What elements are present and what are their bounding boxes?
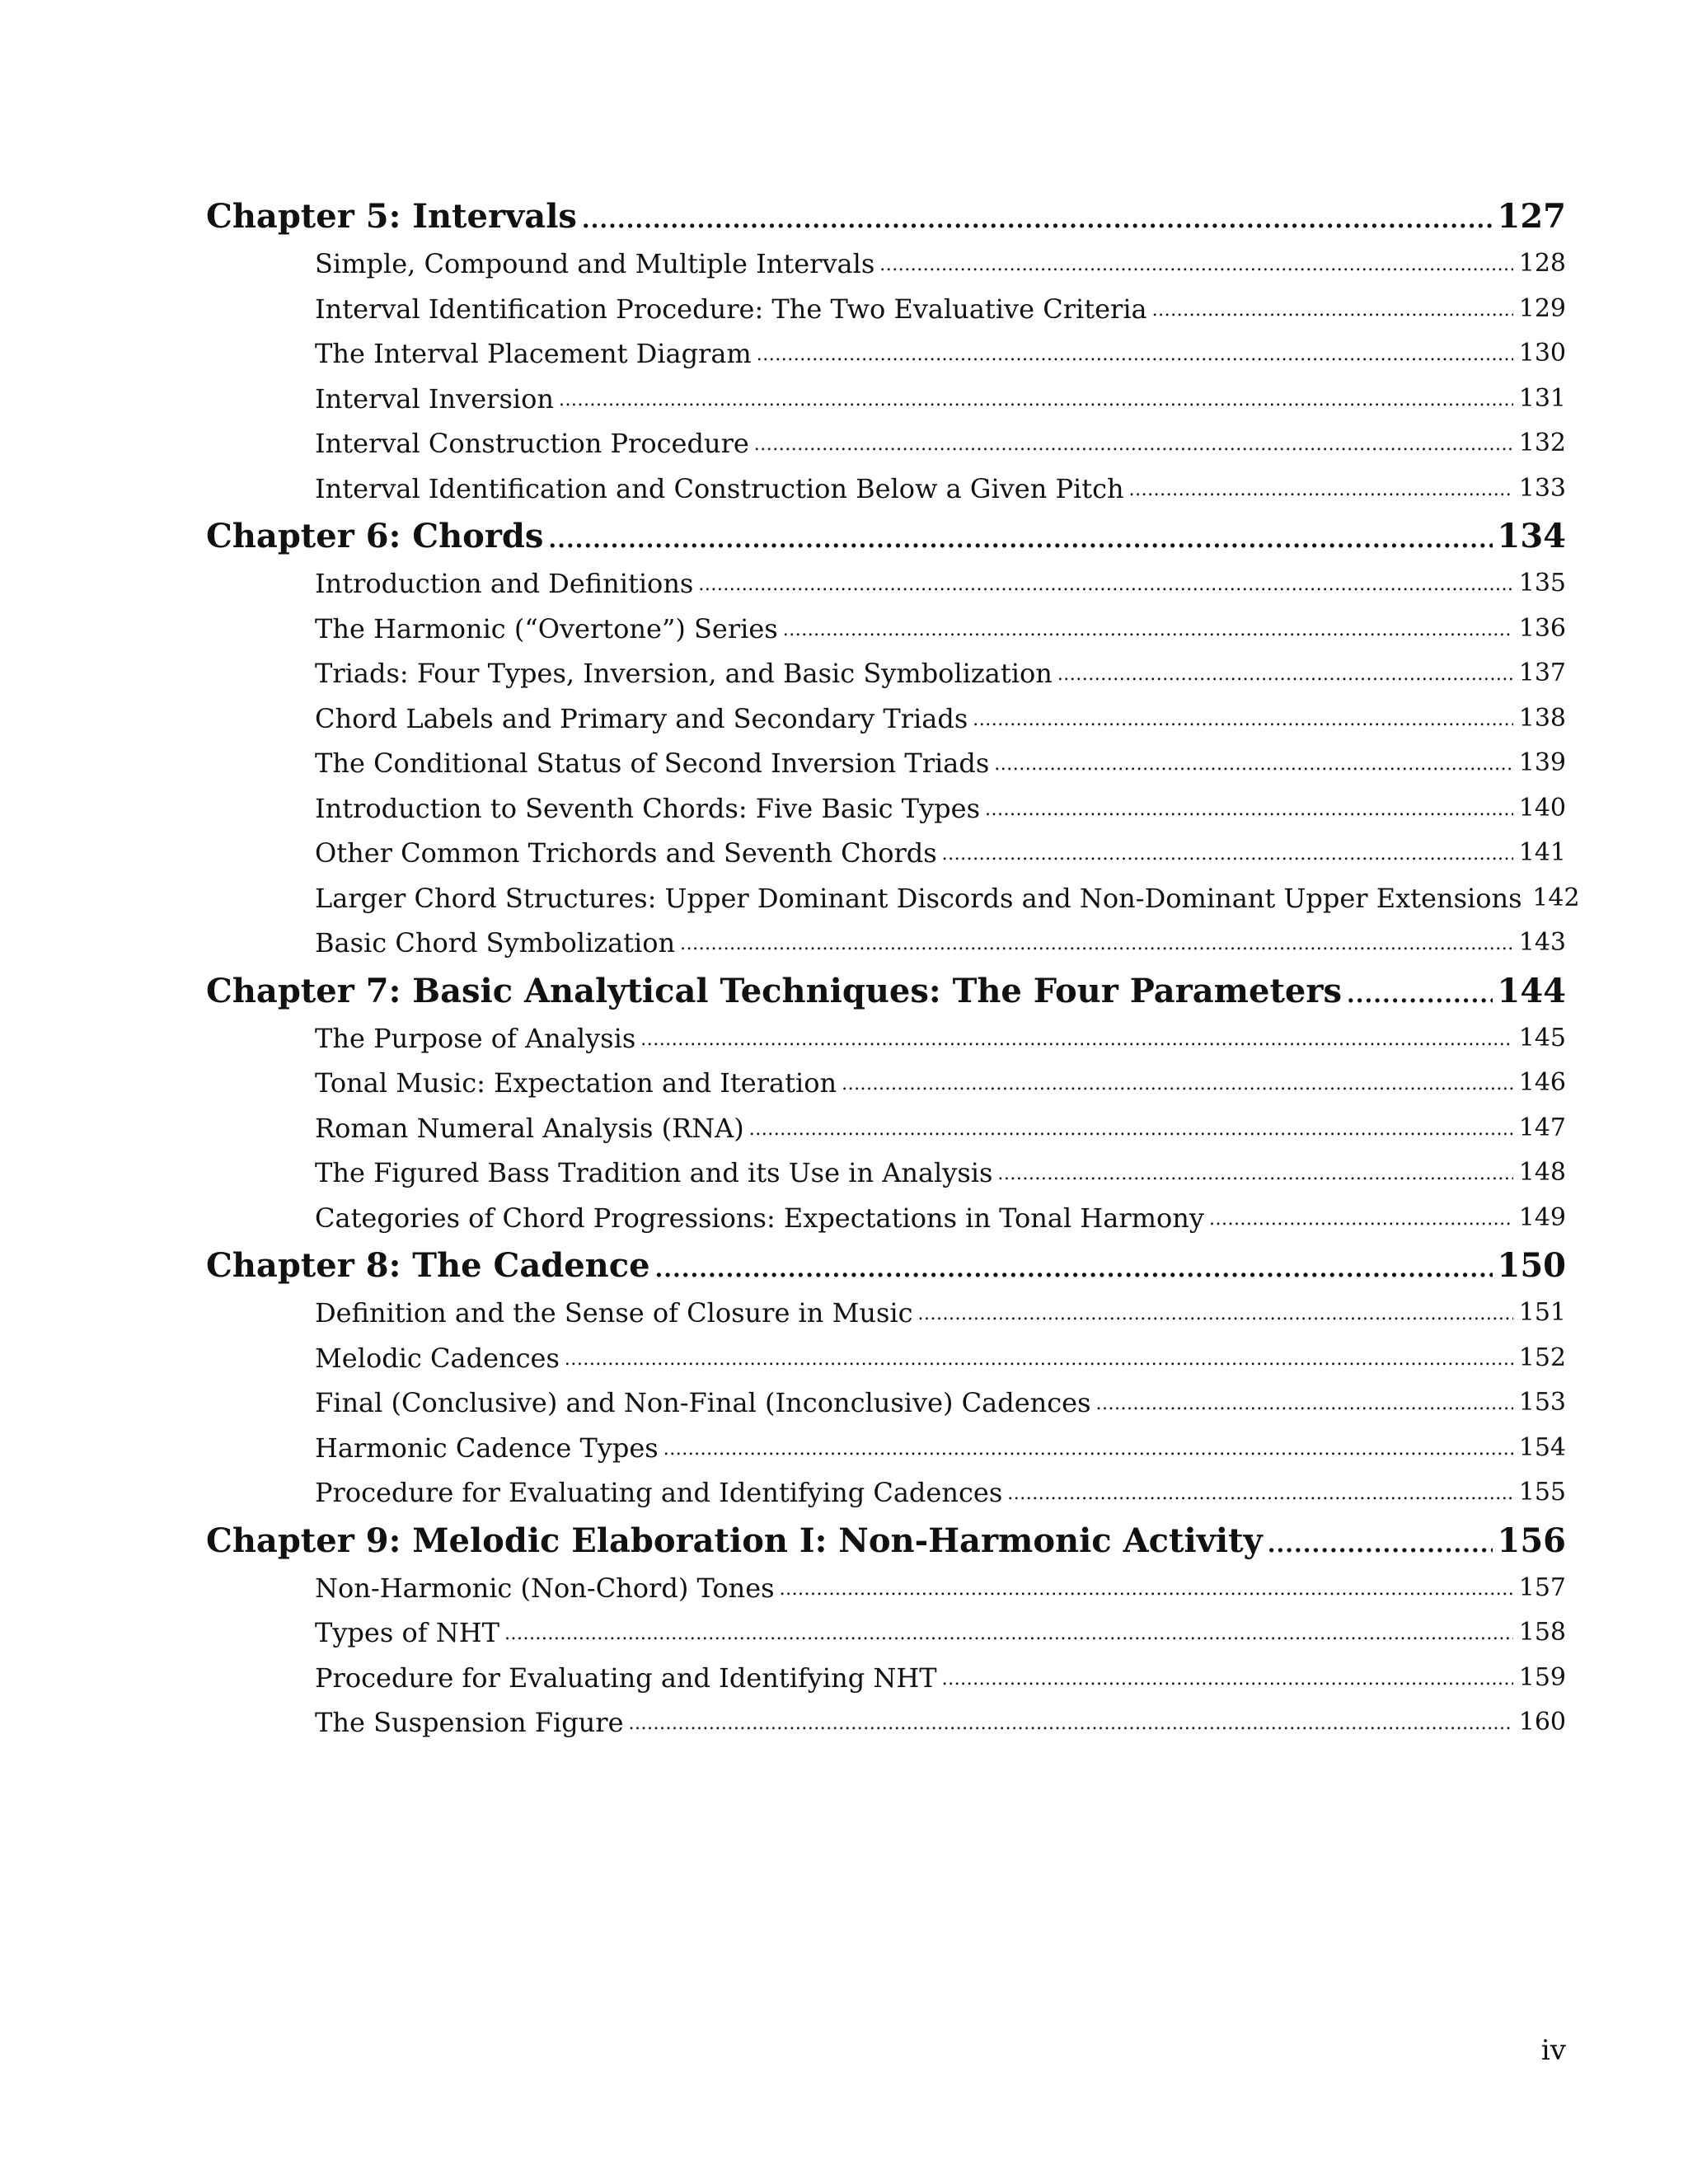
section-page-number: 149 [1518,1202,1566,1232]
section-page-number: 158 [1518,1618,1566,1647]
dot-leader [842,1061,1513,1106]
section-page-number: 143 [1518,928,1566,957]
page-number: iv [1540,2034,1566,2067]
dot-leader [754,421,1513,466]
section-title: Introduction and Definitions [315,568,694,599]
section-page-number: 157 [1518,1572,1566,1602]
dot-leader [582,191,1493,241]
section-title: The Figured Bass Tradition and its Use in Analysis [315,1157,993,1188]
toc-chapter [206,1516,1566,1746]
chapter-entry[interactable] [206,191,1566,241]
section-entry[interactable] [315,1426,1566,1471]
chapter-entry[interactable] [206,1240,1566,1291]
section-entry[interactable] [315,1336,1566,1381]
dot-leader [997,1151,1513,1196]
section-page-number: 151 [1518,1298,1566,1327]
chapter-page-number: 150 [1497,1246,1566,1285]
section-page-number: 130 [1518,339,1566,368]
dot-leader [757,331,1513,377]
dot-leader [1007,1470,1513,1516]
section-page-number: 137 [1518,658,1566,687]
section-title: Interval Construction Procedure [315,428,749,459]
dot-leader [1152,287,1513,332]
section-page-number: 153 [1518,1388,1566,1417]
section-page-number: 145 [1518,1023,1566,1052]
dot-leader [655,1240,1493,1291]
section-page-number: 139 [1518,748,1566,777]
toc-chapter [206,191,1566,511]
chapter-entry[interactable] [206,511,1566,561]
section-title: Basic Chord Symbolization [315,927,676,958]
section-entry[interactable] [315,786,1566,832]
section-entry[interactable] [315,1061,1566,1106]
dot-leader [1096,1380,1513,1426]
section-title: Chord Labels and Primary and Secondary Triads [315,702,968,734]
section-title: The Harmonic (“Overtone”) Series [315,612,778,644]
section-entry[interactable] [315,466,1566,512]
section-title: Tonal Music: Expectation and Iteration [315,1067,837,1099]
section-title: Interval Identification and Construction Below a Given Pitch [315,472,1124,504]
dot-leader [918,1291,1513,1336]
section-entry[interactable] [315,607,1566,652]
section-page-number: 142 [1532,883,1580,912]
toc-chapter [206,1240,1566,1516]
section-entry[interactable] [315,1106,1566,1151]
section-page-number: 138 [1518,703,1566,733]
section-page-number: 141 [1518,838,1566,867]
section-entry[interactable] [315,1470,1566,1516]
chapter-title: Chapter 8: The Cadence [206,1246,650,1285]
section-entry[interactable] [315,287,1566,332]
section-page-number: 152 [1518,1343,1566,1372]
chapter-title: Chapter 7: Basic Analytical Techniques: The Four Parameters [206,971,1342,1010]
section-entry[interactable] [315,831,1566,876]
section-title: The Suspension Figure [315,1707,624,1738]
dot-leader [985,786,1513,832]
dot-leader [749,1106,1513,1151]
section-title: Non-Harmonic (Non-Chord) Tones [315,1572,775,1604]
dot-leader [1347,966,1493,1016]
dot-leader [559,377,1513,422]
section-entry[interactable] [315,241,1566,287]
dot-leader [663,1426,1513,1471]
chapter-entry[interactable] [206,1516,1566,1566]
section-title: The Purpose of Analysis [315,1022,636,1054]
dot-leader [942,831,1513,876]
section-title: Interval Identification Procedure: The Two Evaluative Criteria [315,293,1147,325]
section-entry[interactable] [315,1016,1566,1062]
section-entry[interactable] [315,696,1566,742]
dot-leader [973,696,1513,742]
section-title: Larger Chord Structures: Upper Dominant Discords and Non-Dominant Upper Extensions [315,882,1522,914]
section-page-number: 133 [1518,473,1566,503]
section-entry[interactable] [315,651,1566,696]
section-title: Final (Conclusive) and Non-Final (Inconclusive) Cadences [315,1387,1091,1418]
toc-chapter [206,966,1566,1241]
section-page-number: 147 [1518,1113,1566,1142]
dot-leader [780,1566,1513,1611]
section-page-number: 129 [1518,293,1566,323]
table-of-contents [206,191,1580,1746]
dot-leader [1268,1516,1493,1566]
section-entry[interactable] [315,1380,1566,1426]
section-entry[interactable] [315,331,1566,377]
section-title: Types of NHT [315,1617,499,1648]
section-page-number: 148 [1518,1158,1566,1187]
section-title: Categories of Chord Progressions: Expectations in Tonal Harmony [315,1202,1204,1234]
dot-leader [783,607,1513,652]
dot-leader [879,241,1513,287]
dot-leader [629,1700,1513,1746]
chapter-page-number: 156 [1497,1521,1566,1560]
section-page-number: 154 [1518,1432,1566,1462]
section-entry[interactable] [315,1566,1566,1611]
dot-leader [548,511,1492,561]
chapter-title: Chapter 5: Intervals [206,197,577,236]
dot-leader [1129,466,1513,512]
section-entry[interactable] [315,1700,1566,1746]
section-title: Simple, Compound and Multiple Intervals [315,248,875,279]
section-page-number: 135 [1518,569,1566,598]
section-page-number: 136 [1518,613,1566,643]
section-entry[interactable] [315,921,1566,966]
section-entry[interactable] [315,561,1566,607]
toc-chapter [206,511,1580,966]
section-title: The Conditional Status of Second Inversion Triads [315,748,990,779]
dot-leader [640,1016,1513,1062]
chapter-title: Chapter 9: Melodic Elaboration I: Non-Harmonic Activity [206,1521,1263,1560]
chapter-page-number: 144 [1497,971,1566,1010]
section-entry[interactable] [315,1196,1566,1241]
dot-leader [680,921,1513,966]
section-title: Definition and the Sense of Closure in Music [315,1297,913,1329]
chapter-title: Chapter 6: Chords [206,517,544,555]
section-page-number: 132 [1518,429,1566,457]
chapter-page-number: 134 [1497,517,1566,555]
section-page-number: 131 [1518,383,1566,413]
section-title: Melodic Cadences [315,1342,560,1374]
dot-leader [994,741,1513,786]
section-page-number: 140 [1518,793,1566,823]
dot-leader [942,1656,1513,1701]
section-title: Harmonic Cadence Types [315,1432,659,1464]
section-page-number: 128 [1518,249,1566,278]
dot-leader [698,561,1513,607]
section-title: Roman Numeral Analysis (RNA) [315,1112,744,1144]
section-entry[interactable] [315,1291,1566,1336]
section-entry[interactable] [315,876,1580,921]
section-page-number: 155 [1518,1478,1566,1507]
section-title: Introduction to Seventh Chords: Five Basic Types [315,792,980,824]
section-entry[interactable] [315,1610,1566,1656]
section-title: The Interval Placement Diagram [315,338,752,369]
section-title: Procedure for Evaluating and Identifying Cadences [315,1477,1003,1508]
dot-leader [1209,1196,1513,1241]
section-title: Procedure for Evaluating and Identifying NHT [315,1661,937,1694]
section-entry[interactable] [315,1656,1566,1701]
section-title: Other Common Trichords and Seventh Chords [315,837,937,869]
dot-leader [565,1336,1513,1381]
dot-leader [1057,651,1513,696]
chapter-entry[interactable] [206,966,1566,1016]
section-entry[interactable] [315,421,1566,466]
section-title: Triads: Four Types, Inversion, and Basic Symbolization [315,658,1053,689]
section-title: Interval Inversion [315,382,554,415]
section-page-number: 146 [1518,1068,1566,1097]
dot-leader [504,1610,1513,1656]
section-page-number: 159 [1518,1662,1566,1692]
chapter-page-number: 127 [1497,197,1566,236]
section-entry[interactable] [315,377,1566,422]
section-entry[interactable] [315,1151,1566,1196]
section-entry[interactable] [315,741,1566,786]
section-page-number: 160 [1518,1708,1566,1736]
